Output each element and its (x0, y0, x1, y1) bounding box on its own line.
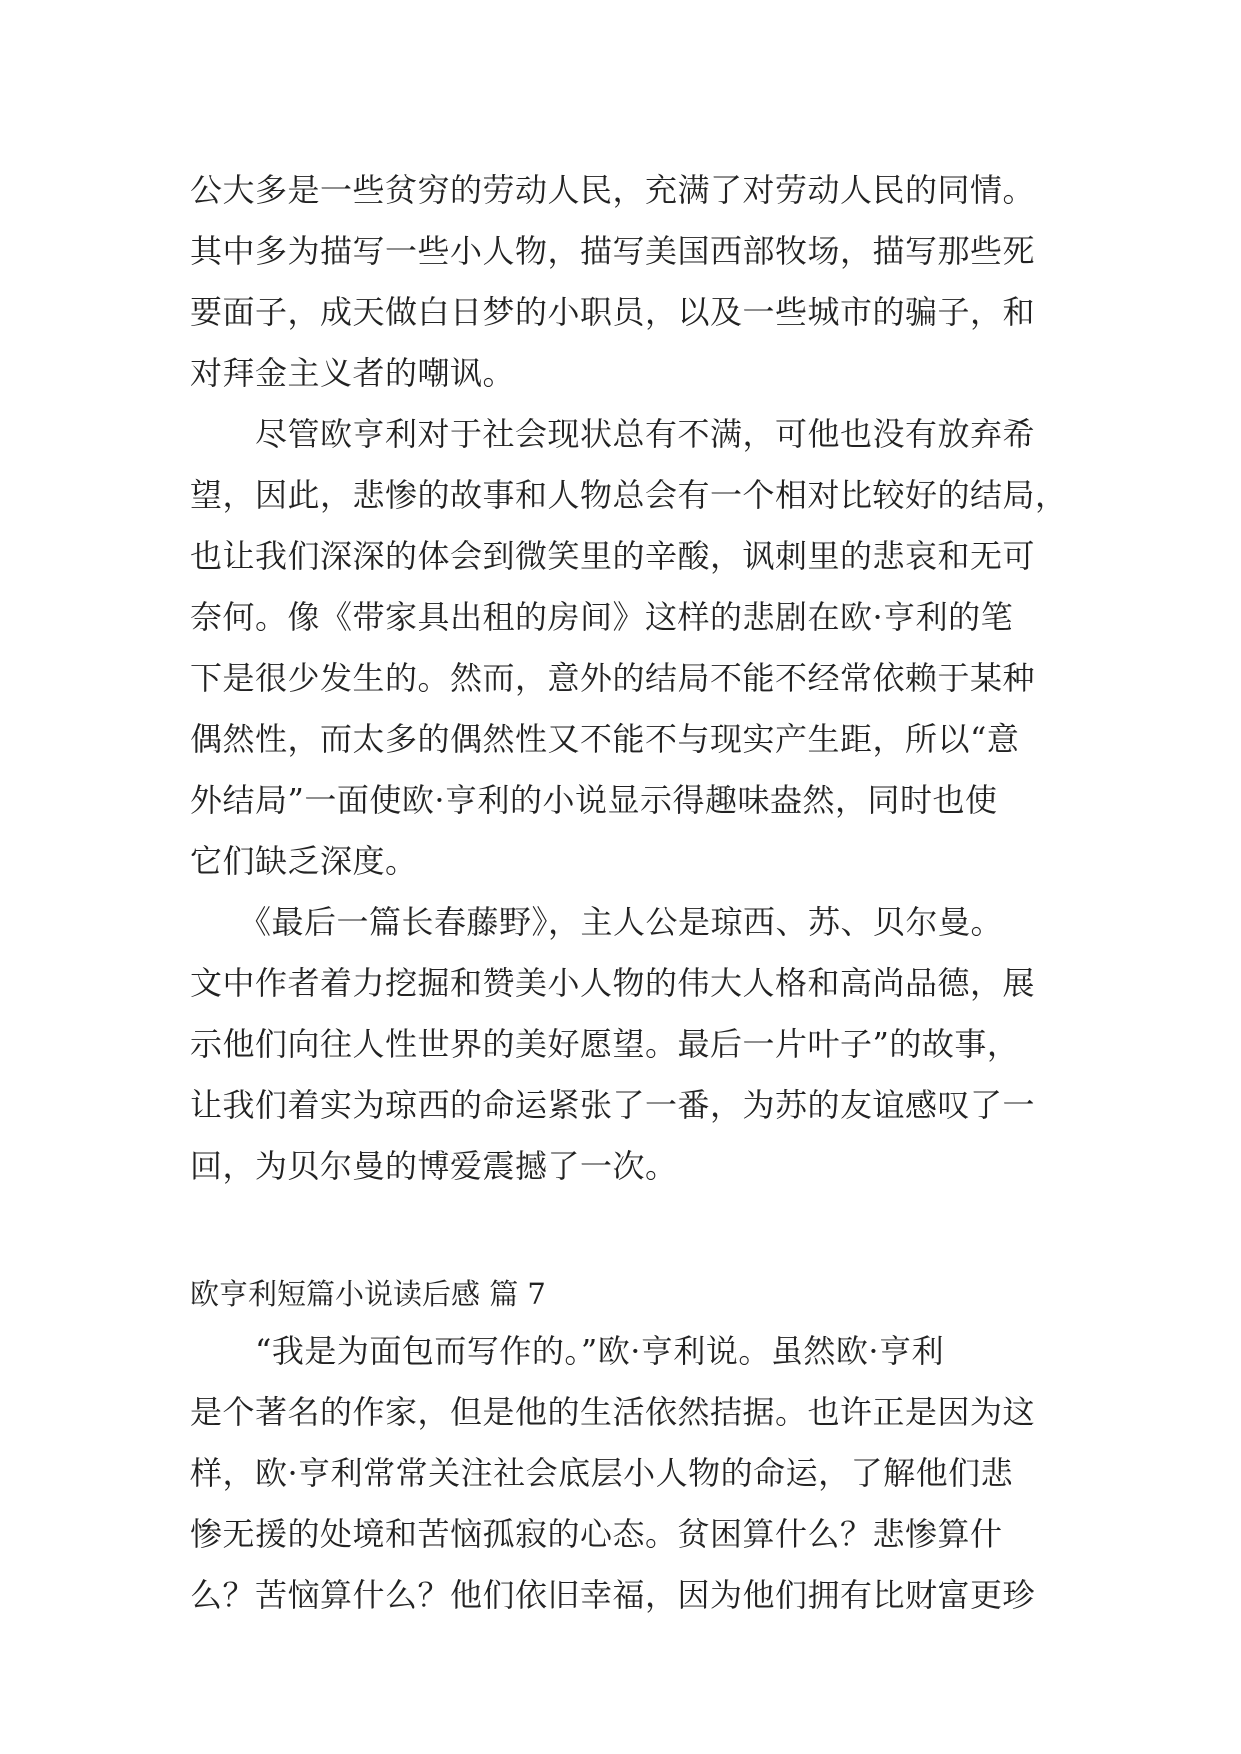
text-line: 惨无援的处境和苦恼孤寂的心态。贫困算什么？悲惨算什 (190, 1515, 1003, 1553)
text-line: 样，欧·亨利常常关注社会底层小人物的命运，了解他们悲 (190, 1454, 1014, 1492)
text-line: 文中作者着力挖掘和赞美小人物的伟大人格和高尚品德，展 (190, 964, 1036, 1002)
text-line: 其中多为描写一些小人物，描写美国西部牧场，描写那些死 (190, 232, 1036, 270)
text-line: 也让我们深深的体会到微笑里的辛酸，讽刺里的悲哀和无可 (190, 537, 1036, 575)
text-line: 是个著名的作家，但是他的生活依然拮据。也许正是因为这 (190, 1393, 1036, 1431)
text-line: 外结局”一面使欧·亨利的小说显示得趣味盎然，同时也使 (190, 781, 998, 819)
text-line: 让我们着实为琼西的命运紧张了一番，为苏的友谊感叹了一 (190, 1086, 1036, 1124)
text-line: “我是为面包而写作的。”欧·亨利说。虽然欧·亨利 (190, 1332, 945, 1370)
text-line: 示他们向往人性世界的美好愿望。最后一片叶子”的故事， (190, 1025, 1020, 1063)
text-line: 公大多是一些贫穷的劳动人民，充满了对劳动人民的同情。 (190, 171, 1036, 209)
paragraph (190, 892, 1056, 1197)
text-line: 对拜金主义者的嘲讽。 (190, 354, 516, 392)
section-heading: 欧亨利短篇小说读后感 篇 7 (190, 1277, 546, 1311)
text-line: 偶然性，而太多的偶然性又不能不与现实产生距，所以“意 (190, 720, 1020, 758)
document-body (190, 160, 1068, 1626)
text-line: 它们缺乏深度。 (190, 842, 418, 880)
text-line: 要面子，成天做白日梦的小职员，以及一些城市的骗子，和 (190, 293, 1036, 331)
text-line: 《最后一篇长春藤野》，主人公是琼西、苏、贝尔曼。 (190, 903, 1004, 941)
text-line: 尽管欧亨利对于社会现状总有不满，可他也没有放弃希 (190, 415, 1036, 453)
text-line: 望，因此，悲惨的故事和人物总会有一个相对比较好的结局， (190, 476, 1068, 514)
section-spacer (190, 1197, 1056, 1269)
paragraph (190, 160, 1056, 404)
text-line: 奈何。像《带家具出租的房间》这样的悲剧在欧·亨利的笔 (190, 598, 1014, 636)
paragraph (190, 1321, 1056, 1626)
text-line: 么？苦恼算什么？他们依旧幸福，因为他们拥有比财富更珍 (190, 1576, 1036, 1614)
text-line: 下是很少发生的。然而，意外的结局不能不经常依赖于某种 (190, 659, 1036, 697)
paragraph (190, 404, 1068, 892)
text-line: 回，为贝尔曼的博爱震撼了一次。 (190, 1147, 678, 1185)
